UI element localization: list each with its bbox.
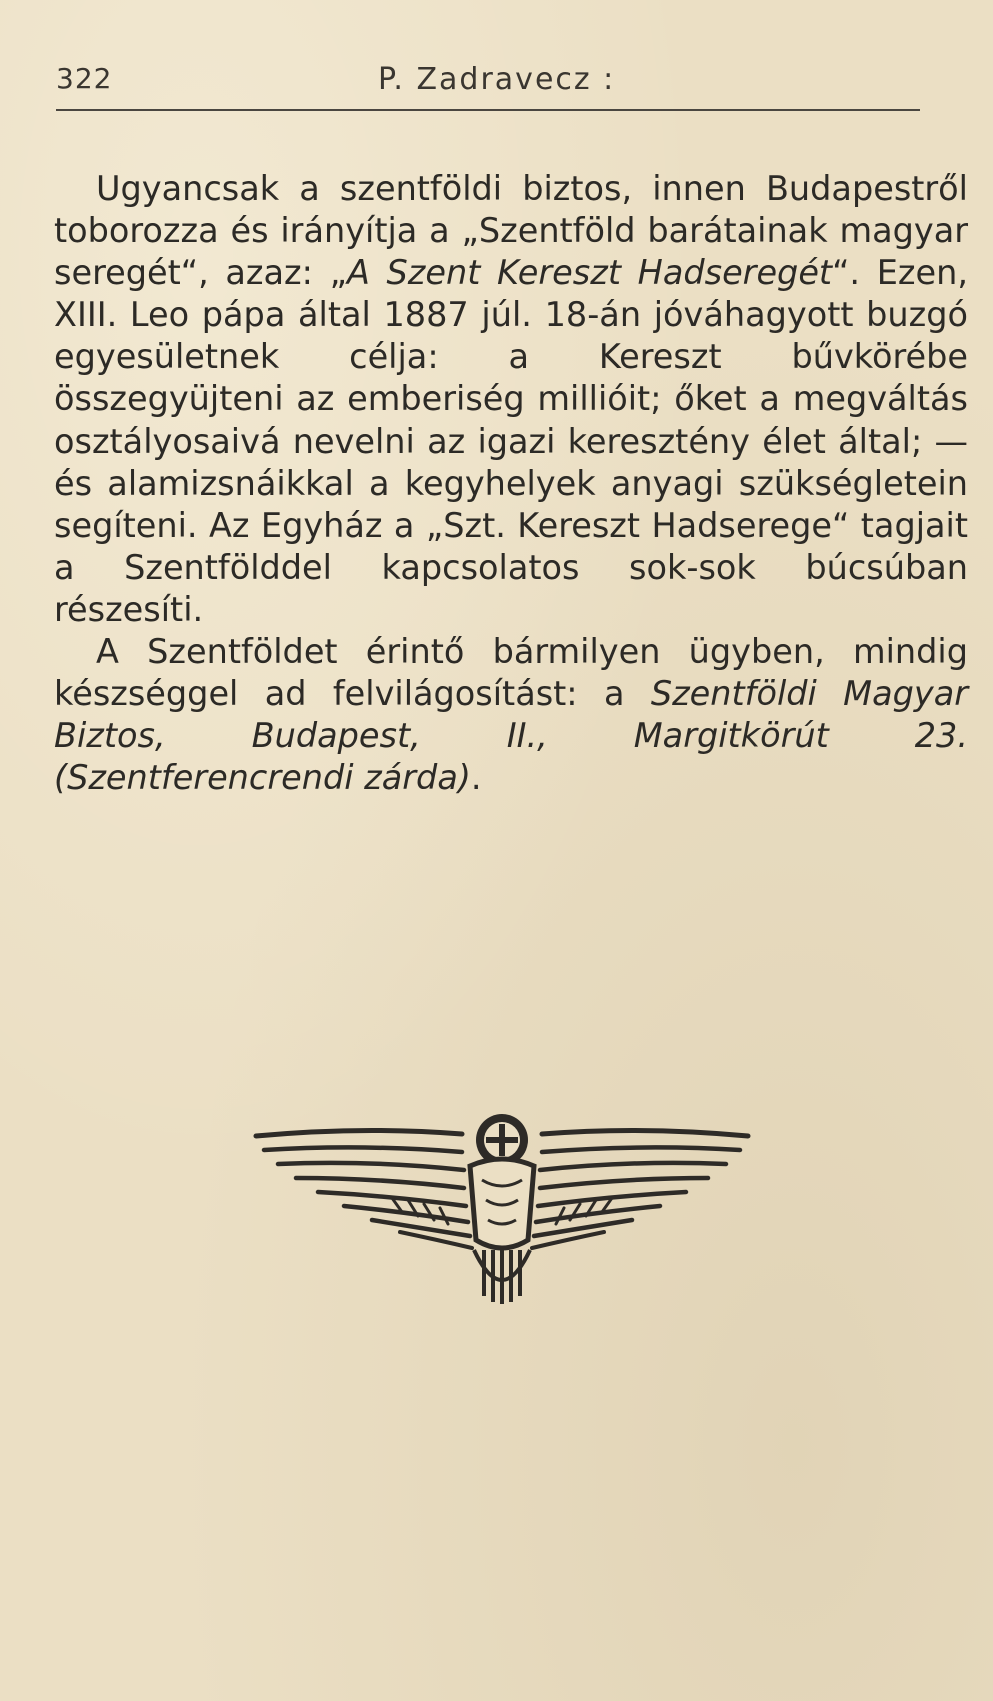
- page-number: 322: [56, 62, 113, 95]
- page-header: [56, 58, 920, 110]
- paragraph-holy-cross-army: [54, 168, 968, 631]
- paragraph-information-contact: [54, 631, 968, 799]
- paragraph-2-text-b: .: [470, 758, 482, 798]
- body-text: [54, 168, 968, 799]
- paragraph-1-text-a: Ugyancsak a szentföldi biztos, innen Budapestről toborozza és irányítja a „Szentföld barátainak magyar seregét“, azaz: „: [54, 169, 968, 293]
- running-title: P. Zadravecz :: [378, 62, 616, 97]
- paragraph-2-italic-address: Szentföldi Magyar Biztos, Budapest, II., Margitkörút 23. (Szentferencrendi zárda): [54, 674, 968, 798]
- header-rule: [56, 109, 920, 111]
- paragraph-2-text-a: A Szentföldet érintő bármilyen ügyben, mindig készséggel ad felvilágosítást: a: [54, 632, 968, 714]
- paragraph-1-italic-title: A Szent Kereszt Hadseregét: [346, 253, 833, 293]
- paragraph-1-text-b: “. Ezen, XIII. Leo pápa által 1887 júl. 18-án jóváhagyott buzgó egyesületnek célja: a Kereszt bűvkörébe összegyüjteni az emberiség millióit; őket a megváltás osztályosaivá nevelni az igazi keresztény élet által; — és alamizsnáikkal a kegyhelyek anyagi szükségletein segíteni. Az Egyház a „Szt. Kereszt Hadserege“ tagjait a Szentfölddel kapcsolatos sok-sok búcsúban részesíti.: [54, 253, 968, 629]
- winged-cross-emblem-icon: [252, 1100, 752, 1310]
